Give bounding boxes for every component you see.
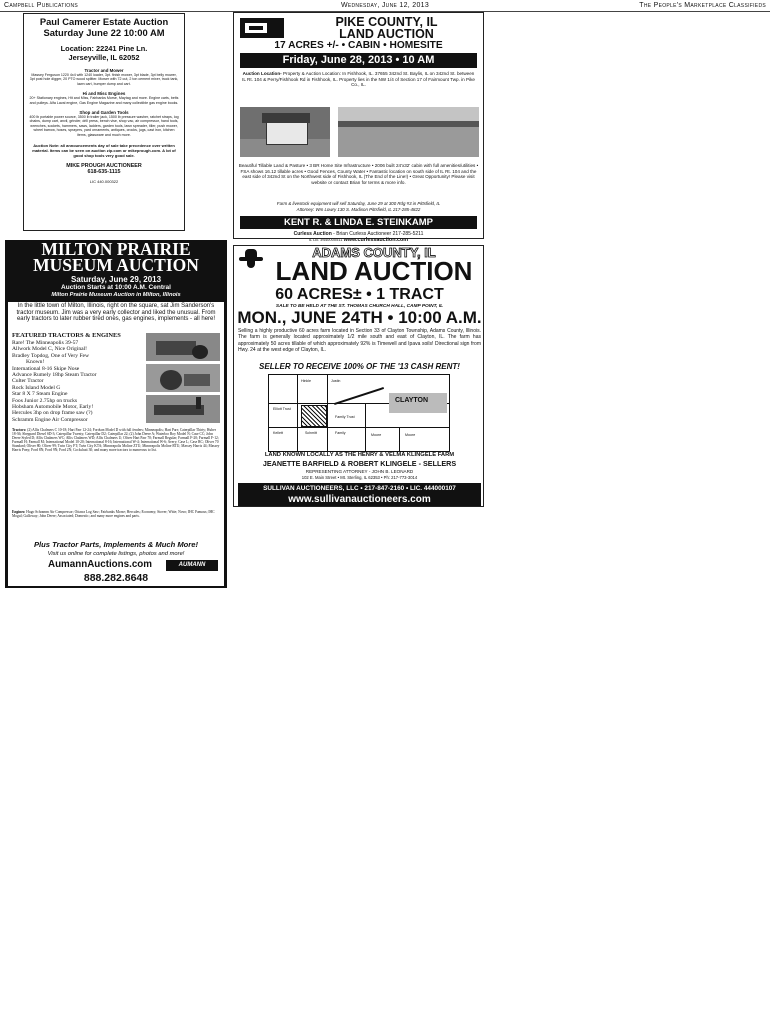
featured-item: Rare! The Minneapolis 39-57 [12, 340, 79, 346]
map-label: Elliott Trust [273, 407, 291, 411]
featured-item: International 8-16 Skipe Nose [12, 365, 80, 372]
curless-logo [240, 18, 284, 38]
featured-item: Hercules 3hp on drop frame saw (?) [12, 410, 93, 417]
featured-list [12, 340, 152, 423]
property-description: Selling a highly productive 60 acres farm located in Section 33 of Clayton Township, Adams County, Illinois. The farm is generally located approximately 1/2 mile south and east of Clayton, IL. The farm has approximately 50 acres tillable of which approximately 92% is Timewell and Ipava soils! Directional sign from Hwy. 24 at the west edge of Clayton, IL. [238, 328, 481, 353]
featured-item: Bradley Topdog, One of Very Few [12, 352, 90, 359]
map-label: Kellett [273, 431, 283, 435]
section-body: 20+ Stationary engines, Hit and Miss, Fairbanks Morse, Maytag and more. Engine carts, belts and pulleys. Alfa Laval engine, Gas Engine Magazine and many collectible gas engine books. [29, 96, 179, 105]
featured-item: Hobsham Automobile Motor, Early! [12, 404, 94, 411]
featured-item: Allwork Model C, Nice Original! [12, 346, 88, 353]
ad-city: Jerseyville, IL 62052 [68, 53, 140, 62]
map-label: Hinkle [301, 379, 311, 383]
cabin-photo [240, 107, 330, 157]
plus-banner: Plus Tractor Parts, Implements & Much More! [33, 540, 198, 549]
section-body: 400 lb portable power source, 3500 lb trailer jack, 1500 lb pressure washer, ratchet straps, log chains, dump cart, anvil, grinder, drill press, bench vise, shop vac, air compressor, hand tools, wrenches, sockets, hammers, saws, ladders, garden tools, lawn spreader, tiller, push mower, wheel barrow, hoses, sprayers, yard ornaments, antiques, crocks, jugs, cast iron, kitchen items, glassware and much more. [29, 115, 179, 137]
auction-note: Auction Note: all announcements day of sale take precedence over written material. Items can be seen on auction zip.com or mikeprough.com. A lot of good shop tools very good sale. [32, 143, 176, 158]
section-body: Massey Ferguson 1220 4x4 with 1240 loader, 3pt. finish mower, 3pt blade, 3pt belly mower, 3pt post hole digger, 20 PTO wood splitter. Mower with 72 cut, 2 ton cement mixer, truck tank, lawn cart, bumper dump and cart. [29, 73, 179, 86]
ad-date: Saturday June 22 10:00 AM [43, 27, 165, 38]
map-label: Justin [331, 379, 341, 383]
featured-item: Schramm Engine Air Compressor [12, 416, 88, 423]
ad-body [8, 302, 224, 586]
ad-date-banner: Friday, June 28, 2013 • 10 AM [240, 53, 477, 68]
section-heading: Tractor and Mower [84, 68, 124, 73]
adams-county-ad [233, 245, 484, 507]
featured-heading: FEATURED TRACTORS & ENGINES [12, 332, 121, 339]
sellers-banner: KENT R. & LINDA E. STEINKAMP [240, 216, 477, 229]
sale-venue: SALE TO BE HELD AT THE ST. THOMAS CHURCH HALL, CAMP POINT, IL [275, 304, 444, 309]
attorney-address: 102 E. Main Street • Mt. Sterling, IL 62353 • Ph: 217-773-3014 [301, 475, 418, 480]
map-label: Moore [405, 433, 416, 437]
pike-county-ad [233, 12, 484, 243]
engine-photo [146, 364, 220, 392]
featured-item: Star 8 X 7 Steam Engine [12, 391, 68, 398]
milton-museum-ad [5, 240, 227, 588]
engines-list: Engines: Hugo Schramm Air Compressor; Ottawa Log Saw; Fairbanks Morse; Hercules; Economy; Stover; Witte; Novo; IHC Famous; IHC Mogul; Galloway; John Deere; Associated; Domestic; and many more engines and parts. [12, 510, 215, 519]
license-and-url: IL Lic. #440000511 www.curlessauction.com [308, 237, 409, 243]
tractors-list: Tractors: (2) Allis Chalmers C 10-18; Hart Parr 12-24; Fordson Model D with full fenders; Minneapolis; Hart Parr; Caterpillar Thirty; Huber 18-36; Sheppard Diesel SD-3; Caterpillar Twenty; Caterpillar D2; Caterpillar 22; (2) John Deere A; Waterloo Boy Model N; Case CC; John Deere Styled D; Allis Chalmers WC; Allis Chalmers WD; Allis Chalmers U; Oliver Hart Parr 70; Farmall Regular; Farmall F-20; Farmall F-12; Farmall H; Farmall M; International Model 10-20; International 8-16; International W-4; International W-6; Avery; Case L; Case RC; Oliver 70 Standard; Oliver 80; Oliver 99; Twin City FT; Twin City KTA; Minneapolis Moline ZTU; Minneapolis Moline RTU; Massey Harris 44; Massey Harris Pony; Ford 8N; Ford 9N; Ford 2N; Cockshutt 30; and many more tractors to numerous to list. [12, 428, 220, 453]
ad-subtitle: 17 ACRES +/- • CABIN • HOMESITE [274, 40, 443, 51]
featured-item: Rock Island Model G [12, 384, 61, 391]
issue-date: Wednesday, June 12, 2013 [340, 2, 430, 9]
featured-item: Known! [26, 359, 45, 366]
land-photo [338, 107, 479, 157]
property-description: Beautiful Tillable Land & Pasture • 3 BR Home Site Infrastructure • 2006 built 24'x32' cabin with full amenities/utilities • FSA shows 16.12 tillable acres • Good Fences, County Water • Fantastic location on south side of IL Rt. 104 and the east side of 342nd St on the Northwest side of Fishhook, IL (The End of the Line!) • Great Opportunity! Please visit website or contact Brian for terms & more info. [238, 163, 479, 186]
plat-map [268, 374, 450, 452]
ad-title: MUSEUM AUCTION [33, 255, 199, 275]
intro-text: In the little town of Milton, Illinois, right on the square, sat Jim Sanderson's tractor museum. Jim was a very early collector and liked the unusual. From early tractors to later rubber tired ones, gas engines, implements - all here! [16, 303, 216, 323]
website-link[interactable]: www.curlessauction.com [343, 237, 409, 243]
phone-number: 888.282.8648 [83, 572, 149, 584]
cash-rent-banner: SELLER TO RECEIVE 100% OF THE '13 CASH RENT! [259, 362, 460, 371]
sellers: JEANETTE BARFIELD & ROBERT KLINGELE - SELLERS [262, 459, 457, 468]
auctioneer-name: MIKE PROUGH AUCTIONEER [66, 163, 142, 170]
ad-date: MON., JUNE 24TH • 10:00 A.M. [237, 308, 482, 327]
website-link[interactable]: www.sullivanauctioneers.com [238, 494, 481, 506]
ad-title: MILTON PRAIRIE [41, 239, 191, 259]
section-heading: Shop and Garden Tools [79, 110, 129, 116]
featured-item: Foos Junior 2.75hp on trucks [12, 397, 78, 404]
aumann-logo: AUMANN [166, 560, 218, 571]
map-label: Schmitt [305, 431, 317, 435]
map-label: CLAYTON [395, 397, 429, 404]
publication-name: Campbell Publications [4, 2, 79, 9]
section-name: The People's Marketplace Classifieds [639, 2, 766, 9]
ad-title: LAND AUCTION [275, 256, 473, 286]
steam-engine-photo [146, 395, 220, 423]
ad-subtitle: 60 ACRES± • 1 TRACT [275, 286, 444, 303]
cowboy-icon [239, 248, 263, 268]
visit-text: Visit us online for complete listings, photos and more! [47, 551, 185, 557]
map-label: Family Trust [335, 415, 355, 419]
tractor-photo [146, 333, 220, 361]
attorney-info: REPRESENTING ATTORNEY - JOHN B. LEONARD [305, 469, 414, 474]
featured-item: Culter Tractor [12, 378, 44, 385]
auctioneer-banner: SULLIVAN AUCTIONEERS, LLC • 217-847-2160 • LIC. 444000107 [238, 483, 481, 494]
ad-location: Location: 22241 Pine Ln. [60, 44, 148, 53]
equipment-note: Farm & livestock equipment will sell Saturday, June 29 at 300 Rdg #3 in Pittsfield, IL [276, 201, 441, 206]
ad-place: Milton Prairie Museum Auction in Milton, Illinois [51, 292, 181, 298]
website-link[interactable]: AumannAuctions.com [48, 559, 152, 570]
ad-title: Paul Camerer Estate Auction [39, 16, 169, 27]
ad-title: ADAMS COUNTY, IL [312, 245, 436, 260]
ad-title: LAND AUCTION [339, 27, 434, 41]
ad-title: PIKE COUNTY, IL [335, 15, 438, 29]
ad-location: Auction Location- Property & Auction Location: In Fishhook, IL. 37655 342nd St. Baylis, IL on 342nd St. between IL Rt. 104 & Perry/Fishhook Rd in Fishhook, IL. Property lies in the NW 1/4 of Section 17 of Fairmount Twp. in Pike Co., IL. [242, 71, 475, 88]
land-known-as: LAND KNOWN LOCALLY AS THE HENRY & VELMA KLINGELE FARM [264, 452, 455, 458]
license-number: LIC 440.000322 [89, 179, 119, 185]
auction-tract [301, 405, 327, 427]
camerer-auction-ad [23, 13, 185, 231]
ad-date: Saturday, June 29, 2013 [70, 275, 162, 284]
ad-time: Auction Starts at 10:00 A.M. Central [61, 284, 171, 291]
attorney-info: Attorney: Wm Lowry 130 S. Madison Pittsfield, IL 217-285-4822 [296, 207, 421, 212]
auctioneer-phone: 618-635-1115 [87, 169, 121, 176]
auction-company: Curless Auction - Brian Curless Auctioneer 217-285-5211 [293, 231, 424, 237]
map-label: Family [335, 431, 346, 435]
map-label: Moore [371, 433, 382, 437]
featured-item: Advance Rumely 18hp Steam Tractor [12, 372, 97, 379]
section-heading: Hi and Misc Engines [82, 91, 126, 97]
